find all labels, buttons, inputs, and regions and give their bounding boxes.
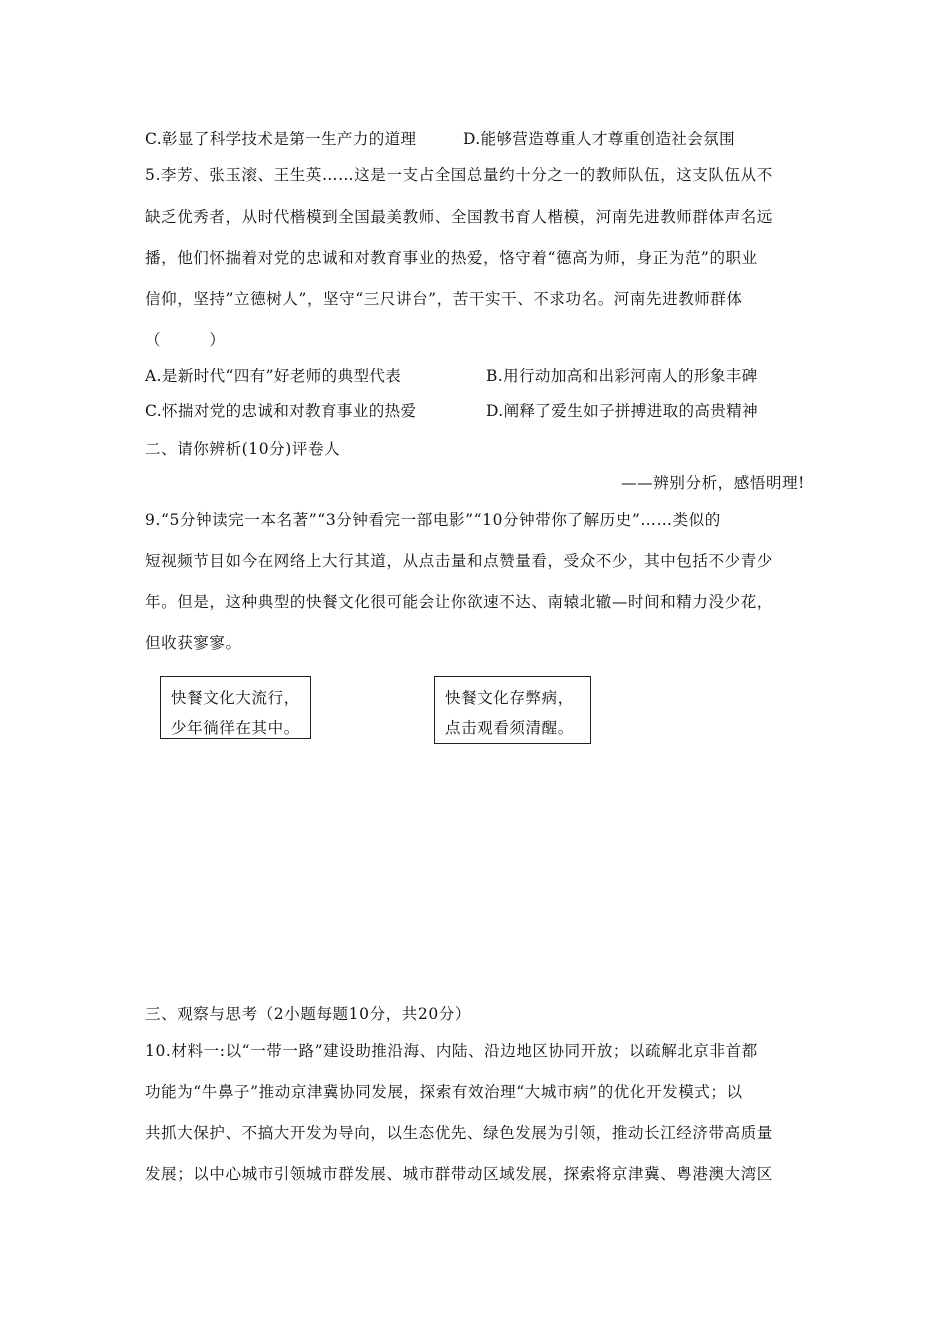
q5-line-1: 5.李芳、张玉滚、王生英……这是一支占全国总量约十分之一的教师队伍，这支队伍从不	[145, 166, 773, 184]
section2-motto: ——辨别分析，感悟明理!	[621, 474, 805, 492]
q5-option-c: C.怀揣对党的忠诚和对教育事业的热爱	[145, 402, 417, 420]
q9-line-1: 9.“5分钟读完一本名著”“3分钟看完一部电影”“10分钟带你了解历史”……类似的	[145, 511, 721, 529]
q10-line-1: 10.材料一:以“一带一路”建设助推沿海、内陆、沿边地区协同开放；以疏解北京非首都	[145, 1042, 758, 1060]
q9-line-3: 年。但是，这种典型的快餐文化很可能会让你欲速不达、南辕北辙—时间和精力没少花，	[145, 593, 773, 611]
q5-line-4: 信仰，坚持”立德树人”，坚守“三尺讲台”，苦干实干、不求功名。河南先进教师群体	[145, 290, 743, 308]
q5-answer-blank: （ ）	[145, 331, 226, 349]
q9-couplet-left-line-2: 少年徜徉在其中。	[171, 719, 300, 737]
q9-couplet-left-line-1: 快餐文化大流行，	[171, 689, 300, 707]
q10-line-3: 共抓大保护、不搞大开发为导向，以生态优先、绿色发展为引领，推动长江经济带高质量	[145, 1124, 773, 1142]
q4-option-d: D.能够营造尊重人才尊重创造社会氛围	[463, 130, 736, 148]
q10-line-4: 发展；以中心城市引领城市群发展、城市群带动区域发展，探索将京津冀、粤港澳大湾区	[145, 1165, 773, 1183]
q4-option-c: C.彰显了科学技术是第一生产力的道理	[145, 130, 417, 148]
q9-couplet-right-line-1: 快餐文化存弊病，	[445, 689, 574, 707]
q9-line-4: 但收获寥寥。	[145, 634, 242, 652]
section2-heading: 二、请你辨析(10分)评卷人	[145, 440, 341, 458]
q5-option-d: D.阐释了爱生如子拼搏进取的高贵精神	[486, 402, 759, 420]
q9-couplet-box-right	[434, 676, 591, 744]
q5-line-2: 缺乏优秀者，从时代楷模到全国最美教师、全国教书育人楷模，河南先进教师群体声名远	[145, 208, 773, 226]
q9-line-2: 短视频节目如今在网络上大行其道，从点击量和点赞量看，受众不少，其中包括不少青少	[145, 552, 773, 570]
q5-option-b: B.用行动加高和出彩河南人的形象丰碑	[486, 367, 758, 385]
q9-couplet-right-line-2: 点击观看须清醒。	[445, 719, 574, 737]
q5-option-a: A.是新时代“四有”好老师的典型代表	[145, 367, 402, 385]
q10-line-2: 功能为“牛鼻子”推动京津冀协同发展，探索有效治理“大城市病”的优化开发模式；以	[145, 1083, 743, 1101]
q5-line-3: 播，他们怀揣着对党的忠诚和对教育事业的热爱，恪守着“德高为师，身正为范”的职业	[145, 249, 758, 267]
section3-heading: 三、观察与思考（2小题每题10分，共20分）	[145, 1005, 472, 1023]
q9-couplet-box-left	[160, 676, 311, 739]
